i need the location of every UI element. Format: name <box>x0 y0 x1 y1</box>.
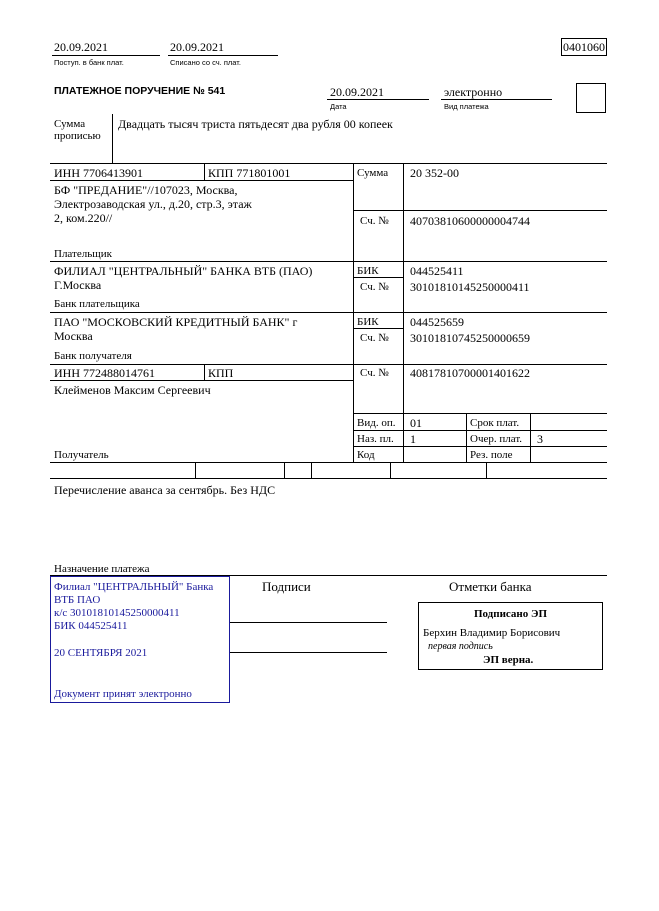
payee-bank-account-label: Сч. № <box>360 332 389 344</box>
payer-bank-name-line: ФИЛИАЛ "ЦЕНТРАЛЬНЫЙ" БАНКА ВТБ (ПАО) <box>54 264 313 278</box>
sum-label: Сумма <box>357 167 389 179</box>
divider <box>50 380 353 381</box>
stamp-date: 20 СЕНТЯБРЯ 2021 <box>54 647 148 659</box>
order-date: 20.09.2021 <box>330 85 384 99</box>
payer-account-label: Сч. № <box>360 215 389 227</box>
order-date-label: Дата <box>330 102 347 111</box>
stamp-line: ВТБ ПАО <box>54 594 101 606</box>
payment-type-label: Вид платежа <box>444 102 489 111</box>
vid-op-value: 01 <box>410 416 422 430</box>
ocher-label: Очер. плат. <box>470 433 523 445</box>
divider <box>284 462 285 478</box>
date-received: 20.09.2021 <box>54 40 108 54</box>
bank-marks-label: Отметки банка <box>449 579 532 594</box>
stamp-footer: Документ принят электронно <box>54 688 192 700</box>
ocher-value: 3 <box>537 432 543 446</box>
divider <box>327 99 429 100</box>
payee-account-label: Сч. № <box>360 367 389 379</box>
purpose-text: Перечисление аванса за сентябрь. Без НДС <box>54 483 276 497</box>
divider <box>530 413 531 462</box>
rez-label: Рез. поле <box>470 449 513 461</box>
ep-name: Берхин Владимир Борисович <box>423 627 561 639</box>
divider <box>168 55 278 56</box>
divider <box>50 364 607 365</box>
date-received-label: Поступ. в банк плат. <box>54 58 124 67</box>
sum-value: 20 352-00 <box>410 166 459 180</box>
date-debited-label: Списано со сч. плат. <box>170 58 241 67</box>
amount-words-label-1: Сумма <box>54 118 86 130</box>
amount-words: Двадцать тысяч триста пятьдесят два рубля 00 копеек <box>118 117 393 131</box>
date-debited: 20.09.2021 <box>170 40 224 54</box>
divider <box>50 180 353 181</box>
payee-bank-account: 30101810745250000659 <box>410 331 530 345</box>
payee-bank-name-line: Москва <box>54 329 93 343</box>
divider <box>204 364 205 380</box>
status-box <box>576 83 606 113</box>
divider <box>50 312 607 313</box>
payer-bank-bik-label: БИК <box>357 265 379 277</box>
divider <box>441 99 552 100</box>
stamp-line: Филиал "ЦЕНТРАЛЬНЫЙ" Банка <box>54 581 214 593</box>
payee-inn: ИНН 772488014761 <box>54 366 155 380</box>
payment-type: электронно <box>444 85 503 99</box>
divider <box>50 462 607 463</box>
payer-bank-name-line: Г.Москва <box>54 278 102 292</box>
divider <box>311 462 312 478</box>
naz-pl-value: 1 <box>410 432 416 446</box>
divider <box>50 478 607 479</box>
divider <box>353 430 607 431</box>
payer-account: 40703810600000004744 <box>410 214 530 228</box>
payee-bank-name-line: ПАО "МОСКОВСКИЙ КРЕДИТНЫЙ БАНК" г <box>54 315 298 329</box>
divider <box>353 163 354 462</box>
page-title: ПЛАТЕЖНОЕ ПОРУЧЕНИЕ № 541 <box>54 85 226 97</box>
payee-bank-bik: 044525659 <box>410 315 464 329</box>
payer-inn: ИНН 7706413901 <box>54 166 143 180</box>
payer-bank-label: Банк плательщика <box>54 298 140 310</box>
purpose-label: Назначение платежа <box>54 563 150 575</box>
signatures-label: Подписи <box>262 579 311 594</box>
form-code: 0401060 <box>563 40 605 54</box>
divider <box>50 261 607 262</box>
vid-op-label: Вид. оп. <box>357 417 396 429</box>
divider <box>52 55 160 56</box>
payer-label: Плательщик <box>54 248 112 260</box>
payee-bank-bik-label: БИК <box>357 316 379 328</box>
payee-name: Клейменов Максим Сергеевич <box>54 383 211 397</box>
payer-name-line: БФ "ПРЕДАНИЕ"//107023, Москва, <box>54 183 238 197</box>
payee-label: Получатель <box>54 449 109 461</box>
payer-bank-account-label: Сч. № <box>360 281 389 293</box>
ep-role: первая подпись <box>428 641 493 652</box>
divider <box>204 163 205 180</box>
payer-name-line: 2, ком.220// <box>54 211 113 225</box>
payee-kpp: КПП <box>208 366 234 380</box>
ep-status: ЭП верна. <box>483 654 534 666</box>
divider <box>112 114 113 163</box>
divider <box>353 413 607 414</box>
divider <box>195 462 196 478</box>
stamp-line: к/с 30101810145250000411 <box>54 607 180 619</box>
divider <box>390 462 391 478</box>
stamp-line: БИК 044525411 <box>54 620 128 632</box>
naz-pl-label: Наз. пл. <box>357 433 394 445</box>
payee-bank-label: Банк получателя <box>54 350 132 362</box>
srok-label: Срок плат. <box>470 417 520 429</box>
payer-kpp: КПП 771801001 <box>208 166 291 180</box>
divider <box>486 462 487 478</box>
payer-bank-account: 30101810145250000411 <box>410 280 530 294</box>
amount-words-label-2: прописью <box>54 130 101 142</box>
ep-title: Подписано ЭП <box>473 608 548 620</box>
signature-line-1 <box>230 622 387 623</box>
payee-account: 40817810700001401622 <box>410 366 530 380</box>
kod-label: Код <box>357 449 375 461</box>
divider <box>353 210 607 211</box>
divider <box>353 446 607 447</box>
signature-line-2 <box>230 652 387 653</box>
divider <box>466 413 467 462</box>
payer-name-line: Электрозаводская ул., д.20, стр.3, этаж <box>54 197 252 211</box>
divider <box>50 163 607 164</box>
payer-bank-bik: 044525411 <box>410 264 464 278</box>
divider <box>403 163 404 462</box>
